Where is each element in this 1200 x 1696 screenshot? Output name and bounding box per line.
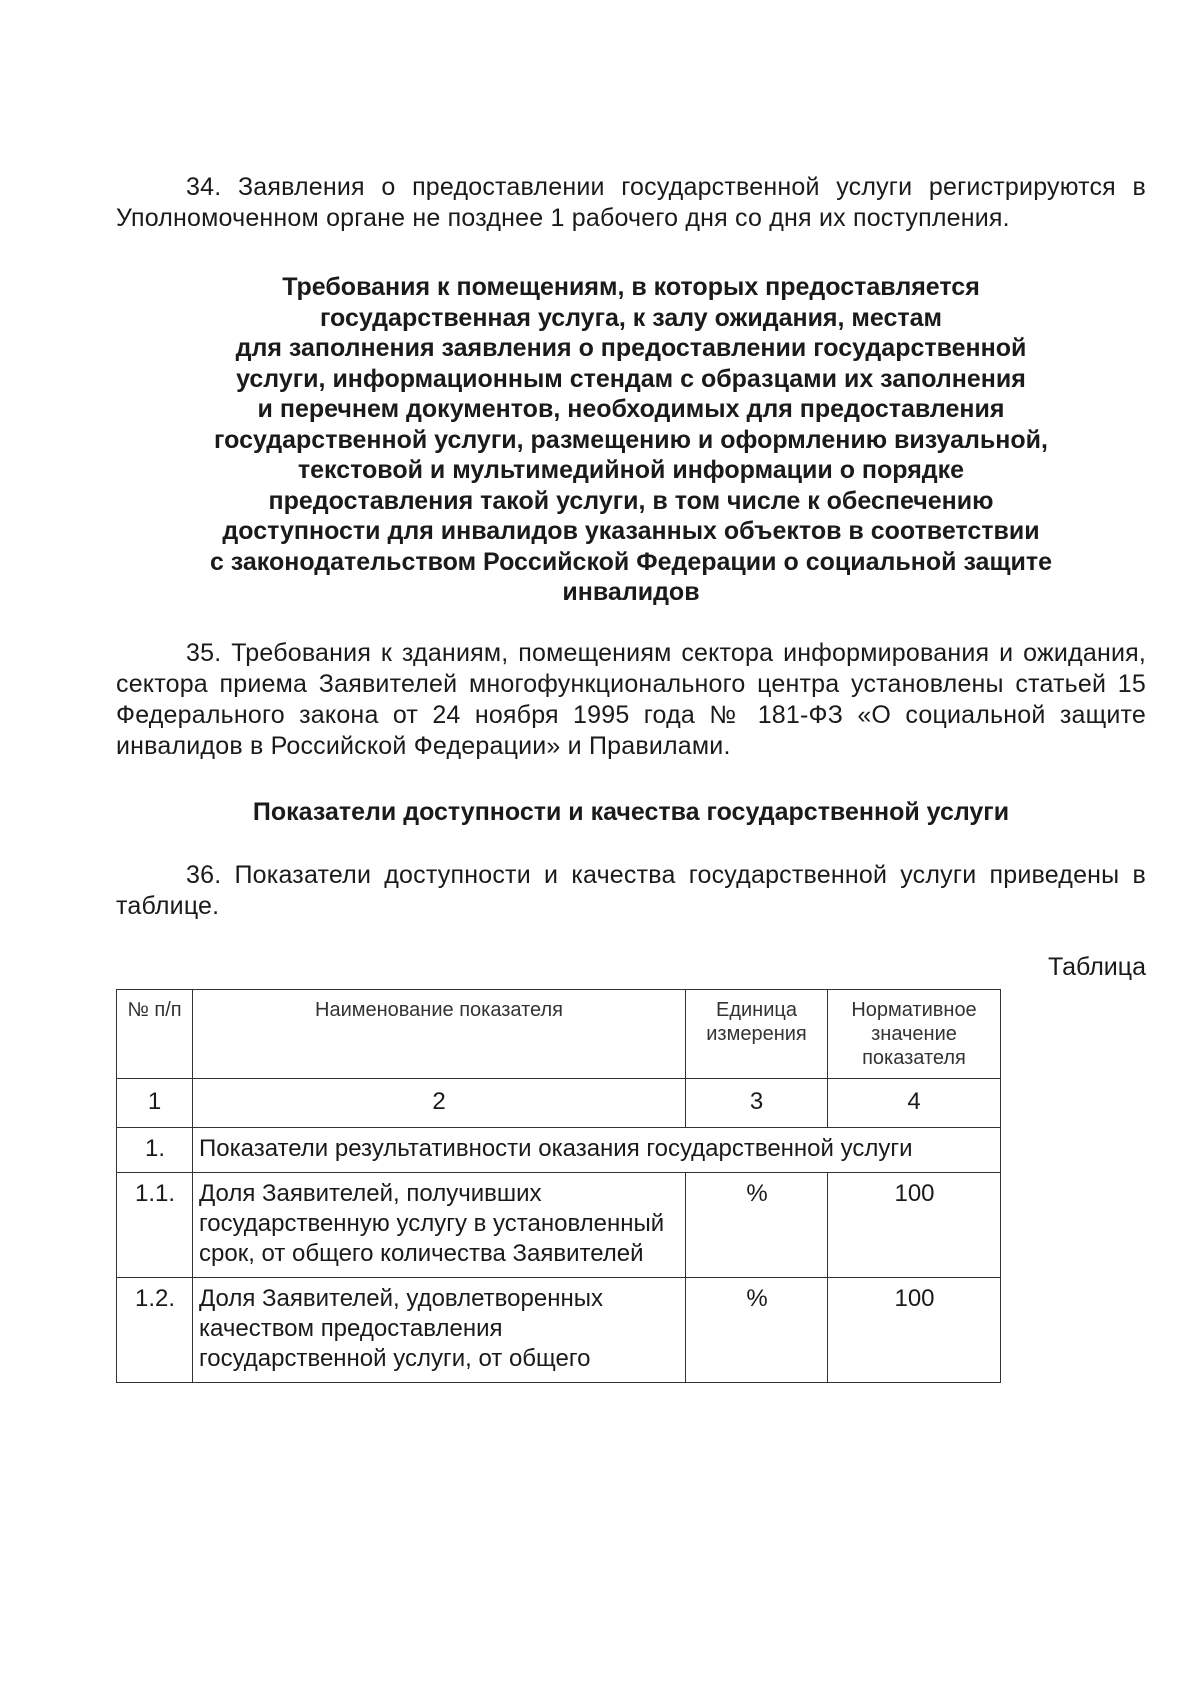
header-cell-number: № п/п (117, 990, 193, 1079)
indicators-table (116, 989, 1001, 1383)
header-cell-unit: Единица измерения (686, 990, 828, 1079)
column-number-cell: 1 (117, 1079, 193, 1128)
paragraph-35: 35. Требования к зданиям, помещениям сектора информирования и ожидания, сектора приема Заявителей многофункционального центра установлены статьей 15 Федерального закона от 24 ноября 1995 года № 181-ФЗ «О социальной защите инвалидов в Российской Федерации» и Правилами. (116, 638, 1146, 760)
table-caption: Таблица (1047, 953, 1146, 981)
row-unit-cell: % (686, 1278, 828, 1383)
header-cell-normative-value: Нормативное значение показателя (828, 990, 1001, 1079)
row-name-cell: Доля Заявителей, удовлетворенных качеством предоставления государственной услуги, от общего (193, 1278, 686, 1383)
row-value-cell: 100 (828, 1278, 1001, 1383)
row-unit-cell: % (686, 1173, 828, 1278)
paragraph-34: 34. Заявления о предоставлении государственной услуги регистрируются в Уполномоченном органе не позднее 1 рабочего дня со дня их поступления. (116, 173, 1146, 232)
column-number-cell: 4 (828, 1079, 1001, 1128)
header-cell-indicator-name: Наименование показателя (193, 990, 686, 1079)
section-title-cell: Показатели результативности оказания государственной услуги (193, 1128, 1001, 1173)
table-column-numbers-row (117, 1079, 1001, 1128)
section-heading-premises-requirements: Требования к помещениям, в которых предоставляется государственная услуга, к залу ожидания, местам для заполнения заявления о предоставлении государственной услуги, информационным стендам с образцами их заполнения и перечнем документов, необходимых для предоставления государственной услуги, размещению и оформлению визуальной, текстовой и мультимедийной информации о порядке предоставления такой услуги, в том числе к обеспечению доступности для инвалидов указанных объектов в соответствии с законодательством Российской Федерации о социальной защите инвалидов (209, 273, 1053, 606)
row-number-cell: 1.1. (117, 1173, 193, 1278)
row-number-cell: 1.2. (117, 1278, 193, 1383)
row-name-cell: Доля Заявителей, получивших государственную услугу в установленный срок, от общего количества Заявителей (193, 1173, 686, 1278)
section-heading-quality-indicators: Показатели доступности и качества государственной услуги (252, 797, 1010, 826)
column-number-cell: 3 (686, 1079, 828, 1128)
paragraph-36: 36. Показатели доступности и качества государственной услуги приведены в таблице. (116, 861, 1146, 920)
column-number-cell: 2 (193, 1079, 686, 1128)
table-row (117, 1173, 1001, 1278)
table-header-row (117, 990, 1001, 1079)
table-section-row (117, 1128, 1001, 1173)
row-value-cell: 100 (828, 1173, 1001, 1278)
document-page (116, 172, 1146, 1383)
section-number-cell: 1. (117, 1128, 193, 1173)
table-row (117, 1278, 1001, 1383)
